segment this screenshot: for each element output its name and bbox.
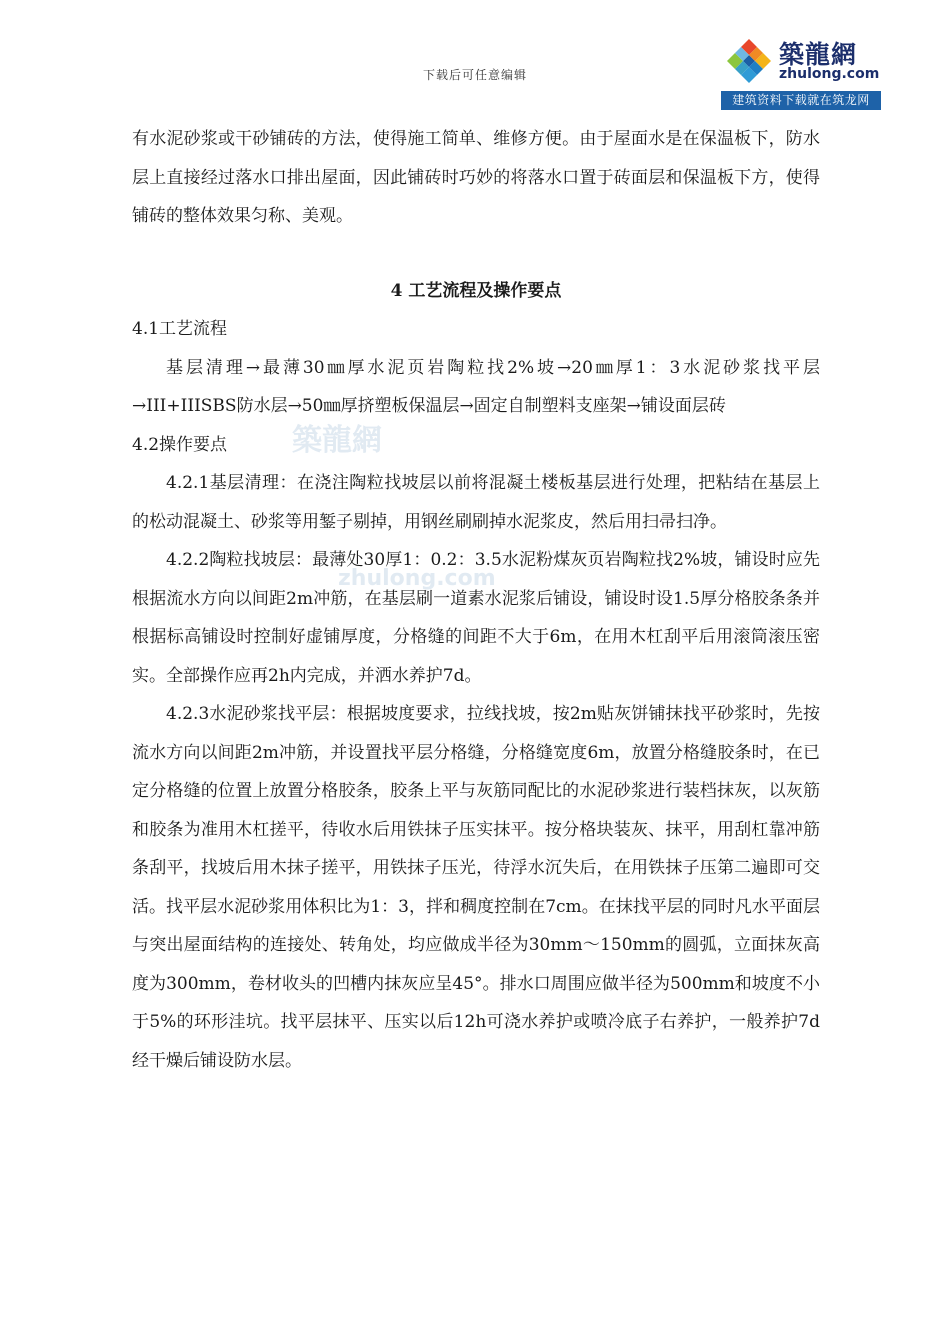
- process-flow-paragraph: 基层清理→最薄30㎜厚水泥页岩陶粒找2%坡→20㎜厚1：3水泥砂浆找平层→III+IIISBS防水层→50㎜厚挤塑板保温层→固定自制塑料支座架→铺设面层砖: [132, 357, 820, 416]
- watermark-logo-text: 築龍網: [292, 423, 382, 458]
- paragraph-4-2-2: 4.2.2陶粒找坡层：最薄处30厚1：0.2：3.5水泥粉煤灰页岩陶粒找2%坡，铺设时应先根据流水方向以间距2m冲筋，在基层刷一道素水泥浆后铺设，铺设时设1.5厚分格胶条条并根据标高铺设时控制好虚铺厚度，分格缝的间距不大于6m，在用木杠刮平后用滚筒滚压密实。全部操作应再2h内完成，并洒水养护7d。: [132, 550, 820, 686]
- zhulong-logo: [721, 33, 881, 109]
- intro-paragraph: 有水泥砂浆或干砂铺砖的方法，使得施工简单、维修方便。由于屋面水是在保温板下，防水层上直接经过落水口排出屋面，因此铺砖时巧妙的将落水口置于砖面层和保温板下方，使得铺砖的整体效果匀称、美观。: [132, 129, 820, 226]
- paragraph-4-2-3: 4.2.3水泥砂浆找平层：根据坡度要求，拉线找坡，按2m贴灰饼铺抹找平砂浆时，先按流水方向以间距2m冲筋，并设置找平层分格缝，分格缝宽度6m，放置分格缝胶条时，在已定分格缝的位置上放置分格胶条，胶条上平与灰筋同配比的水泥砂浆进行装档抹灰，以灰筋和胶条为准用木杠搓平，待收水后用铁抹子压实抹平。按分格块装灰、抹平，用刮杠靠冲筋条刮平，找坡后用木抹子搓平，用铁抹子压光，待浮水沉失后，在用铁抹子压第二遍即可交活。找平层水泥砂浆用体积比为1：3，拌和稠度控制在7cm。在抹找平层的同时凡水平面层与突出屋面结构的连接处、转角处，均应做成半径为30mm～150mm的圆弧，立面抹灰高度为300mm，卷材收头的凹槽内抹灰应呈45°。排水口周围应做半径为500mm和坡度不小于5%的环形洼坑。找平层抹平、压实以后12h可浇水养护或喷冷底子右养护，一般养护7d经干燥后铺设防水层。: [132, 704, 820, 1071]
- logo-name: 築龍網: [779, 40, 858, 69]
- logo-diamond-icon: [725, 37, 773, 85]
- header-note: 下载后可任意编辑: [422, 68, 527, 82]
- logo-top: [721, 33, 881, 91]
- logo-domain: zhulong.com: [779, 66, 880, 82]
- watermark-domain-text: zhulong.com: [338, 566, 496, 591]
- paragraph-4-2-1: 4.2.1基层清理：在浇注陶粒找坡层以前将混凝土楼板基层进行处理，把粘结在基层上的松动混凝土、砂浆等用錾子剔掉，用钢丝刷刷掉水泥浆皮，然后用扫帚扫净。: [132, 473, 820, 532]
- subsection-4-1-title: 4.1工艺流程: [132, 319, 228, 339]
- logo-slogan: 建筑资料下载就在筑龙网: [721, 91, 881, 110]
- section-title: 4 工艺流程及操作要点: [390, 280, 562, 301]
- document-body: [132, 120, 820, 1080]
- subsection-4-2-title: 4.2操作要点: [132, 434, 228, 455]
